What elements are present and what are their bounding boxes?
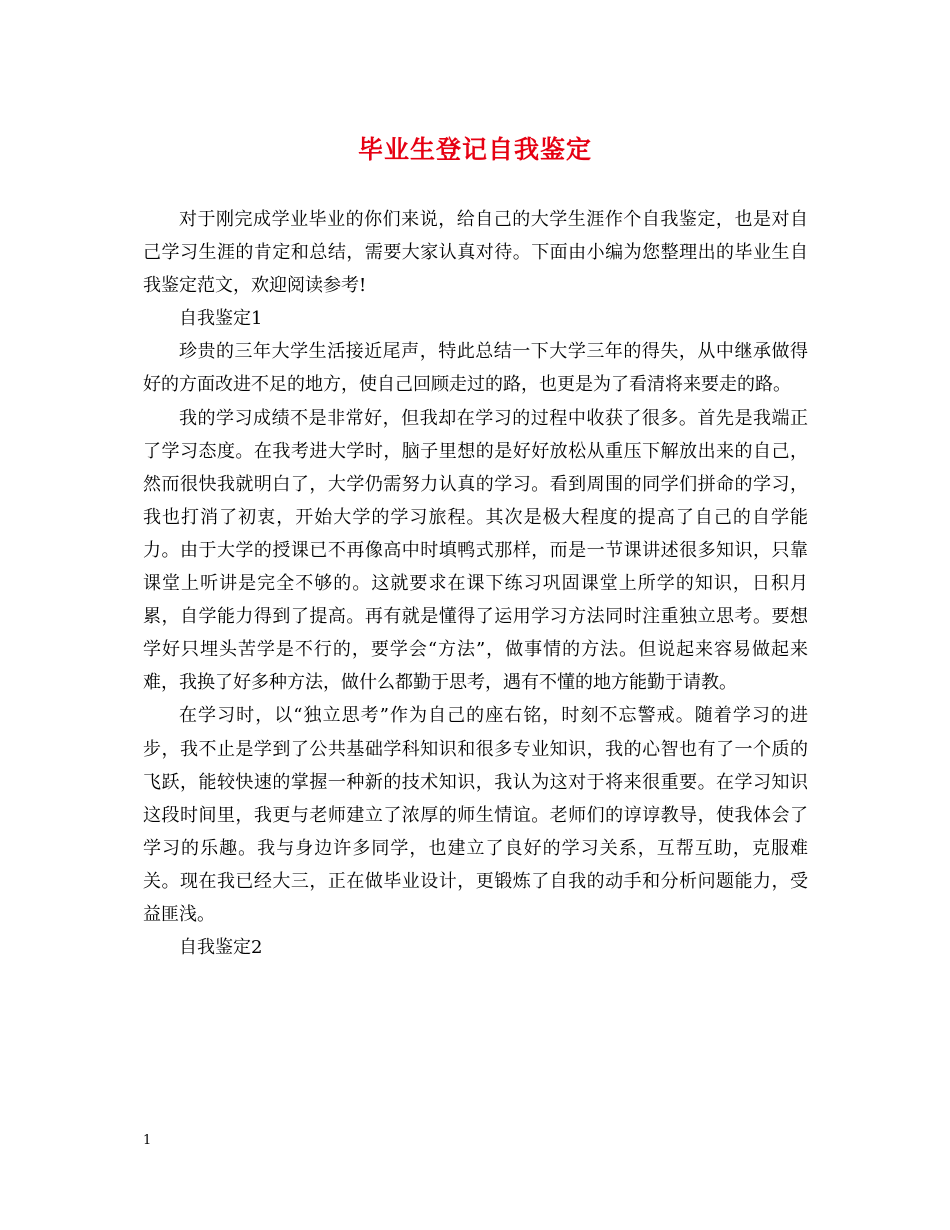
section-heading-2: 自我鉴定2 <box>179 937 263 959</box>
document-title: 毕业生登记自我鉴定 <box>357 135 592 164</box>
paragraph-2: 我的学习成绩不是非常好，但我却在学习的过程中收获了很多。首先是我端正了学习态度。在我考进大学时，脑子里想的是好好放松从重压下解放出来的自己，然而很快我就明白了，大学仍需努力认真的学习。看到周围的同学们拼命的学习，我也打消了初衷，开始大学的学习旅程。其次是极大程度的提高了自己的自学能力。由于大学的授课已不再像高中时填鸭式那样，而是一节课讲述很多知识，只靠课堂上听讲是完全不够的。这就要求在课下练习巩固课堂上所学的知识，日积月累，自学能力得到了提高。再有就是懂得了运用学习方法同时注重独立思考。要想学好只埋头苦学是不行的，要学会“方法”，做事情的方法。但说起来容易做起来难，我换了好多种方法，做什么都勤于思考，遇有不懂的地方能勤于请教。 <box>143 407 808 694</box>
page-number: 1 <box>143 1133 152 1148</box>
section-heading-1: 自我鉴定1 <box>179 308 263 330</box>
paragraph-1: 珍贵的三年大学生活接近尾声，特此总结一下大学三年的得失，从中继承做得好的方面改进不足的地方，使自己回顾走过的路，也更是为了看清将来要走的路。 <box>143 341 808 396</box>
document-body <box>143 203 808 964</box>
paragraph-3: 在学习时，以“独立思考”作为自己的座右铭，时刻不忘警戒。随着学习的进步，我不止是学到了公共基础学科知识和很多专业知识，我的心智也有了一个质的飞跃，能较快速的掌握一种新的技术知识，我认为这对于将来很重要。在学习知识这段时间里，我更与老师建立了浓厚的师生情谊。老师们的谆谆教导，使我体会了学习的乐趣。我与身边许多同学，也建立了良好的学习关系，互帮互助，克服难关。现在我已经大三，正在做毕业设计，更锻炼了自我的动手和分析问题能力，受益匪浅。 <box>143 705 808 925</box>
paragraph-intro: 对于刚完成学业毕业的你们来说，给自己的大学生涯作个自我鉴定，也是对自己学习生涯的肯定和总结，需要大家认真对待。下面由小编为您整理出的毕业生自我鉴定范文，欢迎阅读参考! <box>143 209 808 297</box>
